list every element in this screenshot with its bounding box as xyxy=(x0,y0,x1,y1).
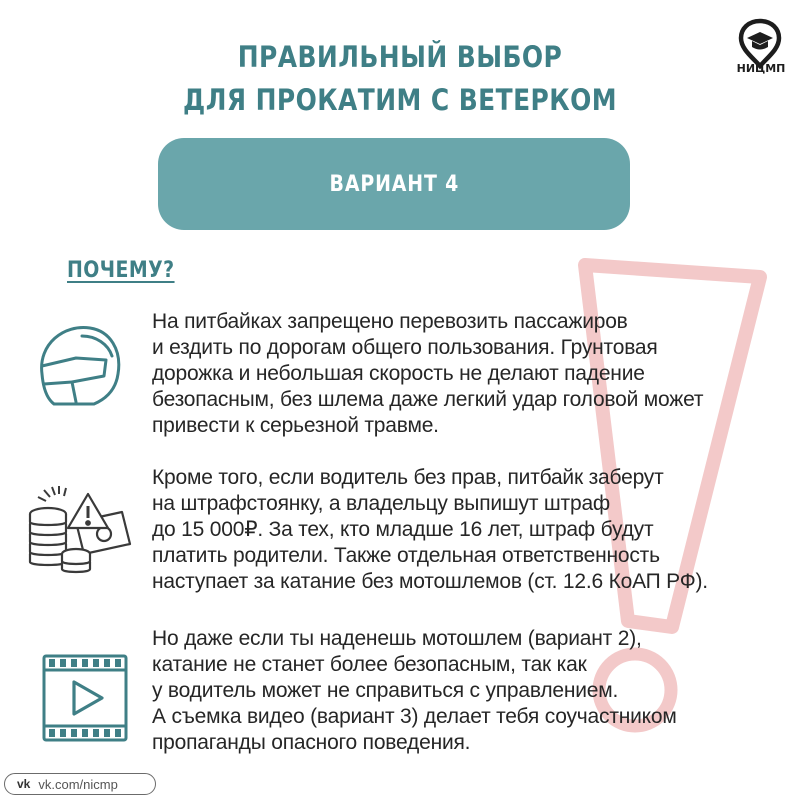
paragraph-fines: Кроме того, если водитель без прав, питбайк заберут на штрафстоянку, а владельцу выпишут штраф до 15 000₽. За тех, кто младше 16 лет, штраф будут платить родители. Также отдельная ответственность наступает за катание без мотошлемов (ст. 12.6 КоАП РФ). xyxy=(152,466,708,593)
title-line-2: ДЛЯ ПРОКАТИМ С ВЕТЕРКОМ xyxy=(183,83,617,117)
page-title xyxy=(56,36,744,122)
video-icon xyxy=(38,652,132,744)
vk-link[interactable] xyxy=(4,773,156,795)
vk-link-text: vk.com/nicmp xyxy=(38,776,118,792)
title-line-1: ПРАВИЛЬНЫЙ ВЫБОР xyxy=(237,40,563,74)
paragraph-danger: Но даже если ты наденешь мотошлем (вариант 2), катание не станет более безопасным, так как у водитель может не справиться с управлением. А съемка видео (вариант 3) делает тебя соучастником пропаганды опасного поведения. xyxy=(152,627,677,754)
logo-text: НИЦМП xyxy=(736,62,786,75)
vk-icon: vk xyxy=(17,777,31,791)
money-warning-icon xyxy=(24,482,134,577)
paragraph-pitbike-rules: На питбайках запрещено перевозить пассажиров и ездить по дорогам общего пользования. Грунтовая дорожка и небольшая скорость не делают падение безопасным, без шлема даже легкий удар головой может привести к серьезной травме. xyxy=(152,310,704,437)
variant-badge xyxy=(158,138,630,230)
variant-label: ВАРИАНТ 4 xyxy=(329,171,459,197)
helmet-icon xyxy=(32,318,124,414)
section-heading: ПОЧЕМУ? xyxy=(67,258,175,283)
